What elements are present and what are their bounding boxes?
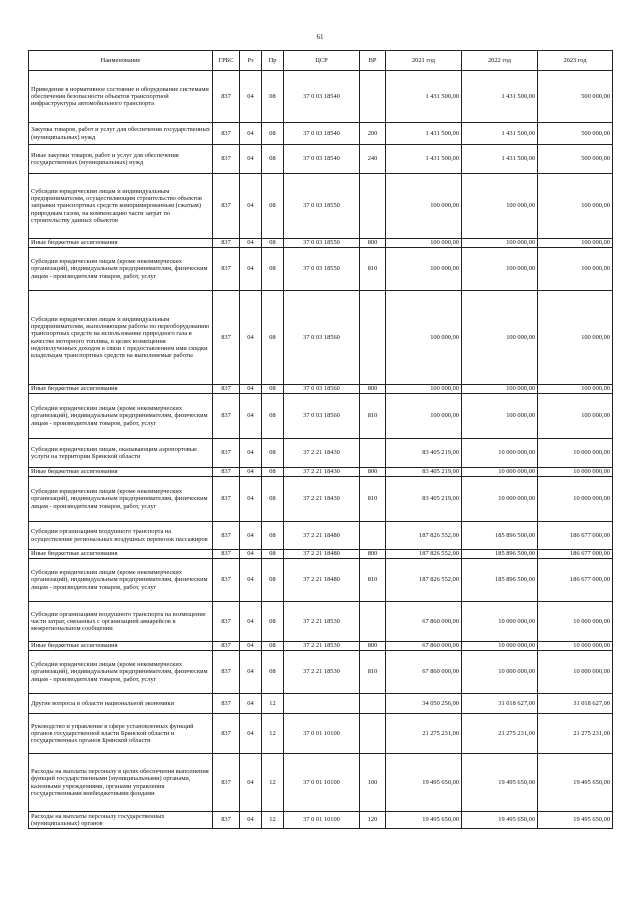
row-name: Приведение в нормативное состояние и оборудование системами обеспечения безопасности объектов транспортной инфраструктуры автомобильного транспорта	[29, 71, 213, 123]
table-row	[29, 385, 613, 394]
header-pr: Пр	[262, 51, 284, 71]
table-row	[29, 291, 613, 385]
row-2021: 100 000,00	[386, 394, 462, 439]
row-rz: 04	[240, 394, 262, 439]
table-row	[29, 248, 613, 291]
row-2023: 10 000 000,00	[538, 651, 613, 694]
row-2021: 1 431 500,00	[386, 123, 462, 145]
row-csr: 37 0 03 18550	[284, 174, 360, 239]
row-name: Субсидии юридическим лицам, оказывающим аэропортовые услуги на территории Брянской области	[29, 439, 213, 468]
row-vr: 800	[360, 239, 386, 248]
row-pr: 08	[262, 248, 284, 291]
row-grbs: 837	[213, 642, 240, 651]
row-vr: 800	[360, 642, 386, 651]
row-2023: 186 677 000,00	[538, 522, 613, 550]
row-pr: 08	[262, 468, 284, 477]
row-csr: 37 0 01 10100	[284, 714, 360, 754]
row-2021: 187 826 552,00	[386, 550, 462, 559]
row-2022: 10 000 000,00	[462, 602, 538, 642]
row-grbs: 837	[213, 145, 240, 174]
row-vr: 240	[360, 145, 386, 174]
table-row	[29, 651, 613, 694]
row-rz: 04	[240, 248, 262, 291]
row-csr: 37 2 21 18430	[284, 477, 360, 522]
row-2022: 19 495 650,00	[462, 754, 538, 812]
row-vr: 800	[360, 468, 386, 477]
row-2021: 1 431 500,00	[386, 145, 462, 174]
row-name: Субсидии юридическим лицам (кроме некоммерческих организаций), индивидуальным предпринимателям, физическим лицам - производителям товаров, работ, услуг	[29, 394, 213, 439]
header-rz: Рз	[240, 51, 262, 71]
row-2023: 10 000 000,00	[538, 468, 613, 477]
row-vr	[360, 71, 386, 123]
row-2021: 1 431 500,00	[386, 71, 462, 123]
row-2023: 500 000,00	[538, 71, 613, 123]
row-name: Закупка товаров, работ и услуг для обеспечения государственных (муниципальных) нужд	[29, 123, 213, 145]
table-row	[29, 754, 613, 812]
header-2022: 2022 год	[462, 51, 538, 71]
row-grbs: 837	[213, 812, 240, 829]
row-rz: 04	[240, 694, 262, 714]
row-pr: 08	[262, 123, 284, 145]
row-2023: 500 000,00	[538, 123, 613, 145]
table-row	[29, 602, 613, 642]
row-name: Расходы на выплаты персоналу государственных (муниципальных) органов	[29, 812, 213, 829]
row-grbs: 837	[213, 714, 240, 754]
table-row	[29, 439, 613, 468]
row-vr: 800	[360, 385, 386, 394]
row-2023: 19 495 650,00	[538, 754, 613, 812]
table-row	[29, 174, 613, 239]
row-2022: 1 431 500,00	[462, 123, 538, 145]
row-csr: 37 2 21 18530	[284, 651, 360, 694]
table-row	[29, 559, 613, 602]
row-pr: 12	[262, 694, 284, 714]
row-grbs: 837	[213, 394, 240, 439]
row-pr: 08	[262, 145, 284, 174]
row-2023: 100 000,00	[538, 239, 613, 248]
row-pr: 08	[262, 602, 284, 642]
header-2023: 2023 год	[538, 51, 613, 71]
row-rz: 04	[240, 812, 262, 829]
row-2021: 187 826 552,00	[386, 522, 462, 550]
row-2022: 10 000 000,00	[462, 477, 538, 522]
row-pr: 08	[262, 439, 284, 468]
row-name: Иные бюджетные ассигнования	[29, 239, 213, 248]
row-csr: 37 2 21 18480	[284, 550, 360, 559]
row-2022: 100 000,00	[462, 239, 538, 248]
row-pr: 08	[262, 522, 284, 550]
row-grbs: 837	[213, 385, 240, 394]
table-row	[29, 477, 613, 522]
row-name: Другие вопросы в области национальной экономики	[29, 694, 213, 714]
table-row	[29, 812, 613, 829]
row-pr: 12	[262, 714, 284, 754]
row-rz: 04	[240, 145, 262, 174]
row-rz: 04	[240, 174, 262, 239]
row-rz: 04	[240, 71, 262, 123]
row-2021: 100 000,00	[386, 291, 462, 385]
row-name: Субсидии юридическим лицам (кроме некоммерческих организаций), индивидуальным предпринимателям, физическим лицам - производителям товаров, работ, услуг	[29, 651, 213, 694]
row-2023: 10 000 000,00	[538, 602, 613, 642]
row-2021: 67 860 000,00	[386, 602, 462, 642]
row-2021: 83 405 219,00	[386, 477, 462, 522]
row-rz: 04	[240, 385, 262, 394]
row-grbs: 837	[213, 694, 240, 714]
row-rz: 04	[240, 477, 262, 522]
row-vr: 810	[360, 248, 386, 291]
row-pr: 12	[262, 812, 284, 829]
table-row	[29, 694, 613, 714]
row-2021: 187 826 552,00	[386, 559, 462, 602]
row-grbs: 837	[213, 174, 240, 239]
row-rz: 04	[240, 468, 262, 477]
row-2021: 83 405 219,00	[386, 439, 462, 468]
row-2023: 100 000,00	[538, 394, 613, 439]
row-vr	[360, 291, 386, 385]
row-csr: 37 0 03 18560	[284, 394, 360, 439]
row-2022: 100 000,00	[462, 394, 538, 439]
row-2022: 1 431 500,00	[462, 71, 538, 123]
row-csr: 37 2 21 18480	[284, 522, 360, 550]
header-grbs: ГРБС	[213, 51, 240, 71]
row-name: Субсидии юридическим лицам и индивидуальным предпринимателям, осуществляющим строительство объектов заправки транспортных средств компримированным (сжатым) природным газом, на компенсацию части затрат по строительству данных объектов	[29, 174, 213, 239]
row-2021: 19 495 650,00	[386, 812, 462, 829]
budget-table	[28, 50, 613, 829]
row-grbs: 837	[213, 439, 240, 468]
row-grbs: 837	[213, 291, 240, 385]
row-rz: 04	[240, 439, 262, 468]
row-2022: 1 431 500,00	[462, 145, 538, 174]
row-csr	[284, 694, 360, 714]
row-csr: 37 0 03 18550	[284, 248, 360, 291]
row-2021: 21 275 231,00	[386, 714, 462, 754]
header-name: Наименование	[29, 51, 213, 71]
row-2022: 10 000 000,00	[462, 439, 538, 468]
row-rz: 04	[240, 123, 262, 145]
row-csr: 37 2 21 18530	[284, 642, 360, 651]
row-2021: 100 000,00	[386, 174, 462, 239]
row-csr: 37 2 21 18430	[284, 468, 360, 477]
row-pr: 08	[262, 71, 284, 123]
row-name: Иные бюджетные ассигнования	[29, 385, 213, 394]
row-vr	[360, 714, 386, 754]
row-2023: 500 000,00	[538, 145, 613, 174]
row-2021: 19 495 650,00	[386, 754, 462, 812]
table-row	[29, 550, 613, 559]
table-row	[29, 642, 613, 651]
row-rz: 04	[240, 714, 262, 754]
row-csr: 37 0 03 18540	[284, 123, 360, 145]
row-name: Субсидии юридическим лицам и индивидуальным предпринимателям, выполняющим работы по переоборудованию транспортных средств на использование природного газа в качестве моторного топлива, в целях возмещения недополученных доходов в связи с предоставлением ими скидки владельцам транспортных средств на выполняемые работы	[29, 291, 213, 385]
row-vr: 800	[360, 550, 386, 559]
row-csr: 37 2 21 18480	[284, 559, 360, 602]
row-2023: 10 000 000,00	[538, 477, 613, 522]
row-name: Субсидии юридическим лицам (кроме некоммерческих организаций), индивидуальным предпринимателям, физическим лицам - производителям товаров, работ, услуг	[29, 248, 213, 291]
row-csr: 37 0 03 18540	[284, 71, 360, 123]
row-rz: 04	[240, 602, 262, 642]
row-grbs: 837	[213, 602, 240, 642]
row-2021: 67 860 000,00	[386, 642, 462, 651]
row-grbs: 837	[213, 248, 240, 291]
row-rz: 04	[240, 291, 262, 385]
row-rz: 04	[240, 550, 262, 559]
row-2022: 10 000 000,00	[462, 468, 538, 477]
row-2022: 100 000,00	[462, 291, 538, 385]
table-row	[29, 522, 613, 550]
row-2022: 100 000,00	[462, 385, 538, 394]
row-name: Расходы на выплаты персоналу в целях обеспечения выполнения функций государственными (муниципальными) органами, казенными учреждениями, органами управления государственными внебюджетными фондами	[29, 754, 213, 812]
row-pr: 08	[262, 477, 284, 522]
row-rz: 04	[240, 651, 262, 694]
row-csr: 37 0 03 18560	[284, 291, 360, 385]
row-csr: 37 0 03 18560	[284, 385, 360, 394]
row-rz: 04	[240, 642, 262, 651]
row-vr: 810	[360, 559, 386, 602]
row-rz: 04	[240, 239, 262, 248]
row-2022: 10 000 000,00	[462, 642, 538, 651]
row-2022: 185 896 500,00	[462, 550, 538, 559]
row-vr: 810	[360, 394, 386, 439]
row-2023: 100 000,00	[538, 174, 613, 239]
row-csr: 37 2 21 18530	[284, 602, 360, 642]
row-name: Иные бюджетные ассигнования	[29, 642, 213, 651]
row-2023: 186 677 000,00	[538, 550, 613, 559]
row-csr: 37 0 03 18540	[284, 145, 360, 174]
row-csr: 37 2 21 18430	[284, 439, 360, 468]
row-vr: 200	[360, 123, 386, 145]
row-name: Субсидии организациям воздушного транспорта на осуществление региональных воздушных перевозок пассажиров	[29, 522, 213, 550]
row-pr: 08	[262, 394, 284, 439]
row-2023: 10 000 000,00	[538, 642, 613, 651]
row-pr: 08	[262, 550, 284, 559]
row-name: Субсидии юридическим лицам (кроме некоммерческих организаций), индивидуальным предпринимателям, физическим лицам - производителям товаров, работ, услуг	[29, 477, 213, 522]
row-grbs: 837	[213, 239, 240, 248]
row-grbs: 837	[213, 754, 240, 812]
table-row	[29, 145, 613, 174]
row-vr	[360, 694, 386, 714]
row-pr: 08	[262, 642, 284, 651]
row-2023: 19 495 650,00	[538, 812, 613, 829]
row-2022: 185 896 500,00	[462, 522, 538, 550]
row-2021: 100 000,00	[386, 239, 462, 248]
row-2022: 31 018 627,00	[462, 694, 538, 714]
row-grbs: 837	[213, 651, 240, 694]
row-name: Субсидии организациям воздушного транспорта на возмещение части затрат, связанных с организацией авиарейсов в межрегиональном сообщении	[29, 602, 213, 642]
row-vr: 100	[360, 754, 386, 812]
header-csr: ЦСР	[284, 51, 360, 71]
row-rz: 04	[240, 522, 262, 550]
row-grbs: 837	[213, 468, 240, 477]
row-grbs: 837	[213, 559, 240, 602]
row-2022: 10 000 000,00	[462, 651, 538, 694]
row-2021: 100 000,00	[386, 385, 462, 394]
table-header-row	[29, 51, 613, 71]
header-2021: 2021 год	[386, 51, 462, 71]
row-2023: 100 000,00	[538, 248, 613, 291]
table-row	[29, 239, 613, 248]
header-vr: ВР	[360, 51, 386, 71]
row-vr	[360, 439, 386, 468]
row-2021: 83 405 219,00	[386, 468, 462, 477]
row-2021: 100 000,00	[386, 248, 462, 291]
row-2022: 19 495 650,00	[462, 812, 538, 829]
row-csr: 37 0 03 18550	[284, 239, 360, 248]
row-2023: 21 275 231,00	[538, 714, 613, 754]
row-2021: 67 860 000,00	[386, 651, 462, 694]
row-name: Руководство и управление в сфере установленных функций органов государственной власти Брянской области и государственных органов Брянской области	[29, 714, 213, 754]
row-pr: 08	[262, 651, 284, 694]
row-vr	[360, 602, 386, 642]
row-grbs: 837	[213, 71, 240, 123]
row-pr: 08	[262, 385, 284, 394]
row-vr: 120	[360, 812, 386, 829]
row-pr: 08	[262, 239, 284, 248]
row-2023: 100 000,00	[538, 291, 613, 385]
row-2021: 34 050 256,00	[386, 694, 462, 714]
row-2023: 186 677 000,00	[538, 559, 613, 602]
table-row	[29, 714, 613, 754]
row-grbs: 837	[213, 522, 240, 550]
row-grbs: 837	[213, 477, 240, 522]
row-2022: 185 896 500,00	[462, 559, 538, 602]
row-vr: 810	[360, 477, 386, 522]
row-vr	[360, 522, 386, 550]
row-2023: 10 000 000,00	[538, 439, 613, 468]
row-pr: 08	[262, 559, 284, 602]
row-pr: 12	[262, 754, 284, 812]
row-name: Иные бюджетные ассигнования	[29, 550, 213, 559]
row-rz: 04	[240, 754, 262, 812]
row-csr: 37 0 01 10100	[284, 812, 360, 829]
table-row	[29, 71, 613, 123]
row-name: Иные бюджетные ассигнования	[29, 468, 213, 477]
table-row	[29, 123, 613, 145]
row-csr: 37 0 01 10100	[284, 754, 360, 812]
page-number: 61	[316, 33, 324, 41]
row-2022: 21 275 231,00	[462, 714, 538, 754]
row-2023: 100 000,00	[538, 385, 613, 394]
row-name: Иные закупки товаров, работ и услуг для обеспечения государственных (муниципальных) нужд	[29, 145, 213, 174]
row-rz: 04	[240, 559, 262, 602]
row-2022: 100 000,00	[462, 248, 538, 291]
row-name: Субсидии юридическим лицам (кроме некоммерческих организаций), индивидуальным предпринимателям, физическим лицам - производителям товаров, работ, услуг	[29, 559, 213, 602]
table-row	[29, 394, 613, 439]
row-grbs: 837	[213, 123, 240, 145]
table-row	[29, 468, 613, 477]
row-vr	[360, 174, 386, 239]
row-2022: 100 000,00	[462, 174, 538, 239]
row-pr: 08	[262, 291, 284, 385]
row-grbs: 837	[213, 550, 240, 559]
row-2023: 31 018 627,00	[538, 694, 613, 714]
row-vr: 810	[360, 651, 386, 694]
row-pr: 08	[262, 174, 284, 239]
